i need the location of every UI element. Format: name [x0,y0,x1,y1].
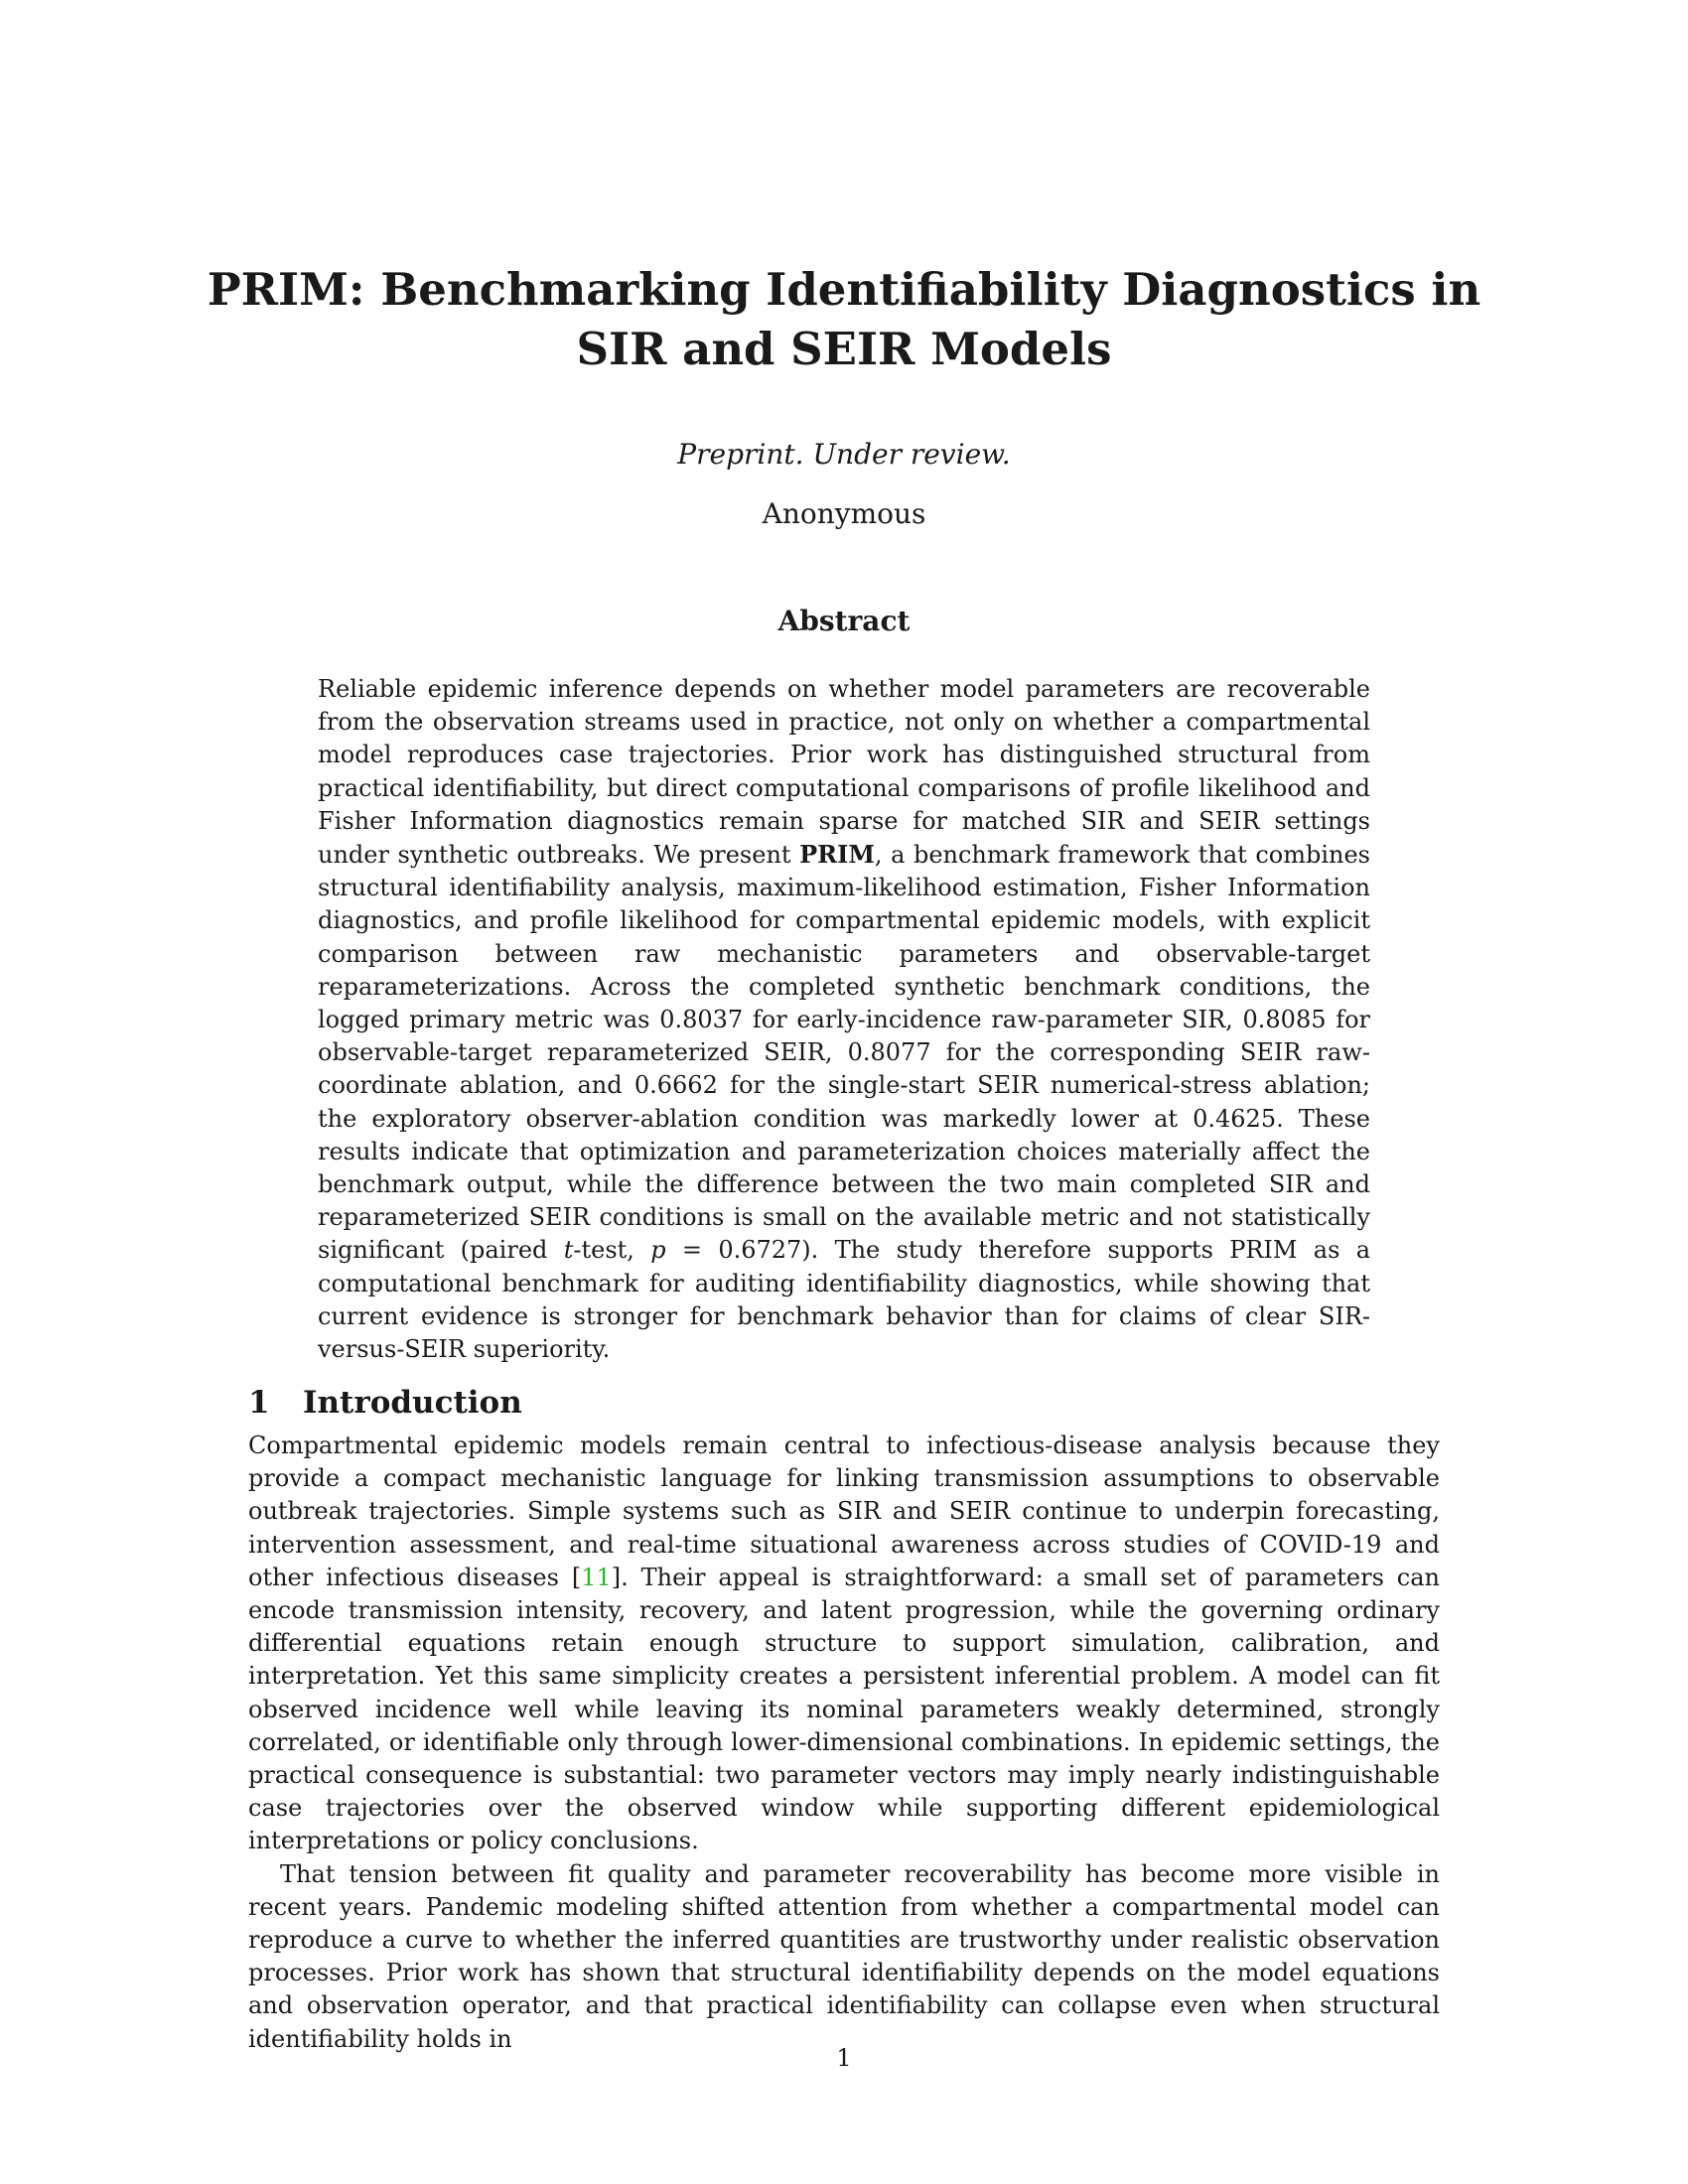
abstract-text [318,673,1370,1366]
abstract-text-part-4: = 0.6727). The study therefore supports PRIM as a computational benchmark for auditing identifiability diagnostics, while showing that current evidence is stronger for benchmark behavior than for claims of clear SIR-versus-SEIR superiority. [318,1236,1371,1364]
section-heading-introduction [248,1383,1440,1423]
paper-title [199,260,1489,379]
section-title: Introduction [303,1385,522,1421]
title-line-1: PRIM: Benchmarking Identifiability Diagnostics in [207,263,1481,316]
abstract-text-part-2: , a benchmark framework that combines structural identifiability analysis, maximum-likelihood estimation, Fisher Information diagnostics, and profile likelihood for compartmental epidemic models, with explicit comparison between raw mechanistic parameters and observable-target reparameterizations. Across the completed synthetic benchmark conditions, the logged primary metric was 0.8037 for early-incidence raw-parameter SIR, 0.8085 for observable-target reparameterized SEIR, 0.8077 for the corresponding SEIR raw-coordinate ablation, and 0.6662 for the single-start SEIR numerical-stress ablation; the exploratory observer-ablation condition was markedly lower at 0.4625. These results indicate that optimization and parameterization choices materially affect the benchmark output, while the difference between the two main completed SIR and reparameterized SEIR conditions is small on the available metric and not statistically significant (paired [318,841,1370,1265]
page-number: 1 [836,2044,852,2072]
abstract-t-symbol: t [563,1236,574,1265]
intro-paragraph-2: That tension between fit quality and parameter recoverability has become more visible in recent years. Pandemic modeling shifted attention from whether a compartmental model can reproduce a curve to whether the inferred quantities are trustworthy under realistic observation processes. Prior work has shown that structural identifiability depends on the model equations and observation operator, and that practical identifiability can collapse even when structural identifiability holds in [248,1859,1440,2053]
abstract-prim-name: PRIM [799,840,875,870]
intro-paragraph-1-part-b: ]. Their appeal is straightforward: a small set of parameters can encode transmission intensity, recovery, and latent progression, while the governing ordinary differential equations retain enough structure to support simulation, calibration, and interpretation. Yet this same simplicity creates a persistent inferential problem. A model can fit observed incidence well while leaving its nominal parameters weakly determined, strongly correlated, or identifiable only through lower-dimensional combinations. In epidemic settings, the practical consequence is substantial: two parameter vectors may imply nearly indistinguishable case trajectories over the observed window while supporting different epidemiological interpretations or policy conclusions. [248,1563,1440,1855]
citation-link-11[interactable]: 11 [581,1563,612,1591]
intro-paragraph-1 [248,1430,1440,1858]
abstract-heading: Abstract [777,605,911,637]
title-line-2: SIR and SEIR Models [576,323,1112,375]
author-name: Anonymous [762,497,926,530]
abstract-text-part-1: Reliable epidemic inference depends on whether model parameters are recoverable from the observation streams used in practice, not only on whether a compartmental model reproduces case trajectories. Prior work has distinguished structural from practical identifiability, but direct computational comparisons of profile likelihood and Fisher Information diagnostics remain sparse for matched SIR and SEIR settings under synthetic outbreaks. We present [318,675,1370,870]
abstract-text-part-3: -test, [573,1236,651,1265]
section-number: 1 [248,1385,270,1421]
preprint-status: Preprint. Under review. [677,438,1011,471]
introduction-body [248,1430,1440,2056]
abstract-p-symbol: p [650,1236,666,1265]
intro-paragraph-1-part-a: Compartmental epidemic models remain central to infectious-disease analysis because they provide a compact mechanistic language for linking transmission assumptions to observable outbreak trajectories. Simple systems such as SIR and SEIR continue to underpin forecasting, intervention assessment, and real-time situational awareness across studies of COVID-19 and other infectious diseases [ [248,1432,1440,1591]
